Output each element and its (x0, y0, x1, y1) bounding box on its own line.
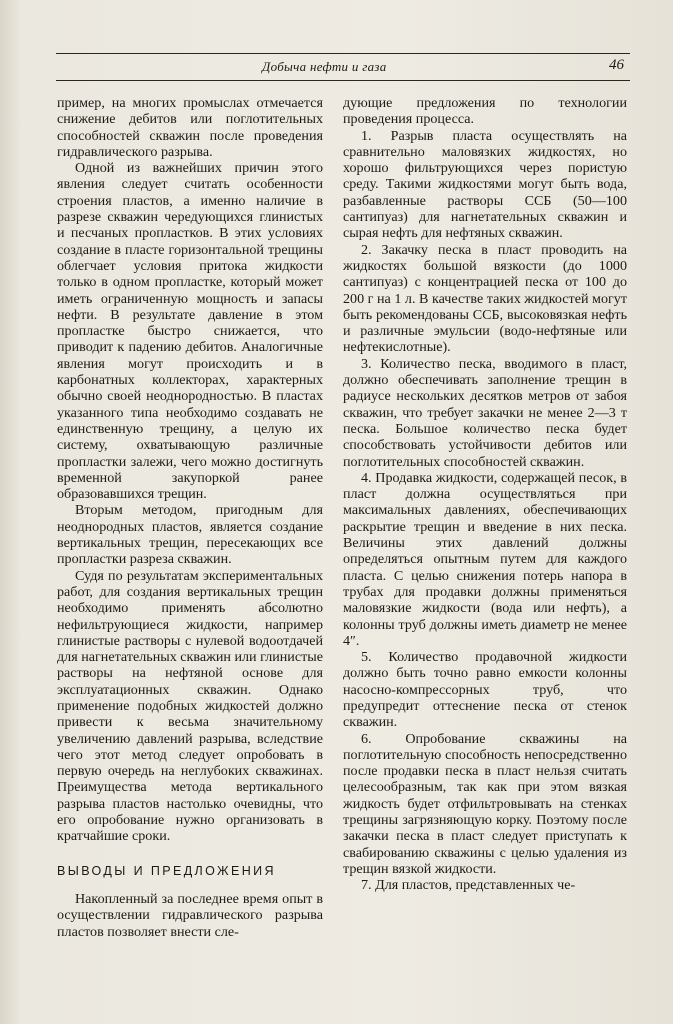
list-item: 6. Опробование скважины на поглотительную способность непосредственно после продавки песка в пласт нельзя считать целесообразным, так как при этом вязкая жидкость будет отфильтровывать на стенках трещины загрязняющую корку. Поэтому после закачки песка в пласт следует приступать к свабированию скважины с целью удаления из трещин вязкой жидкости. (343, 730, 627, 877)
right-column (343, 95, 627, 894)
page-number: 46 (609, 57, 624, 73)
paragraph: дующие предложения по технологии проведения процесса. (343, 95, 627, 128)
section-heading: ВЫВОДЫ И ПРЕДЛОЖЕНИЯ (57, 863, 276, 878)
left-column (57, 95, 323, 940)
paragraph: Одной из важнейших причин этого явления следует считать особенности строения пластов, а именно наличие в разрезе скважин чередующихся глинистых и песчаных пропластков. В этих условиях создание в пласте горизонтальной трещины облегчает условия притока жидкости только в одном пропластке, который может иметь ограниченную мощность и запасы нефти. В результате давление в этом пропластке быстро снижается, что приводит к падению дебитов. Аналогичные явления могут происходить и в карбонатных коллекторах, характерных обычно своей неоднородностью. В пластах указанного типа необходимо создавать не единственную трещину, а целую их систему, охватывающую различные пропластки залежи, чего можно достигнуть временной закупоркой ранее образовавшихся трещин. (57, 160, 323, 503)
list-item: 7. Для пластов, представленных че- (361, 877, 576, 894)
paragraph: Накопленный за последнее время опыт в осуществлении гидравлического разрыва пластов позволяет внести сле- (57, 890, 323, 940)
list-item: 4. Продавка жидкости, содержащей песок, в пласт должна осуществляться при максимальных давлениях, обеспечивающих раскрытие трещин и введение в них песка. Величины этих давлений должны определяться опытным путем для каждого пласта. С целью снижения потерь напора в трубах для продавки должны применяться маловязкие жидкости (вода или нефть), а колонны труб должны иметь диаметр не менее 4″. (343, 469, 627, 649)
paragraph: Вторым методом, пригодным для неоднородных пластов, является создание вертикальных трещин, пересекающих все пропластки разреза скважин. (57, 502, 323, 568)
running-title: Добыча нефти и газа (262, 59, 387, 74)
list-item: 3. Количество песка, вводимого в пласт, должно обеспечивать заполнение трещин в радиусе нескольких десятков метров от забоя скважин, что требует закачки не менее 2—3 т песка. Большое количество песка будет способствовать устойчивости дебитов или поглотительных способностей скважин. (343, 355, 627, 470)
paragraph: Судя по результатам экспериментальных работ, для создания вертикальных трещин необходимо применять абсолютно нефильтрующиеся жидкости, например глинистые растворы с нулевой водоотдачей для нагнетательных скважин или глинистые растворы на нефтяной основе для эксплуатационных скважин. Однако применение подобных жидкостей должно привести к весьма значительному увеличению давлений разрыва, вследствие чего этот метод следует опробовать в первую очередь на неглубоких скважинах. Преимущества метода вертикального разрыва пластов настолько очевидны, что его опробование нужно организовать в кратчайшие сроки. (57, 567, 323, 845)
list-item: 2. Закачку песка в пласт проводить на жидкостях большой вязкости (до 1000 сантипуаз) с концентрацией песка от 100 до 200 г на 1 л. В качестве таких жидкостей могут быть рекомендованы ССБ, высоковязкая нефть и различные эмульсии (водо-нефтяные или нефтекислотные). (343, 241, 627, 356)
list-item: 5. Количество продавочной жидкости должно быть точно равно емкости колонны насосно-компрессорных труб, что предупредит оттеснение песка от стенок скважин. (343, 649, 627, 731)
paragraph: пример, на многих промыслах отмечается снижение дебитов или поглотительных способностей скважин после проведения гидравлического разрыва. (57, 95, 323, 160)
list-item: 1. Разрыв пласта осуществлять на сравнительно маловязких жидкостях, но хорошо фильтрующихся через пористую среду. Такими жидкостями могут быть вода, разбавленные растворы ССБ (50—100 сантипуаз) для нагнетательных скважин и сырая нефть для нефтяных скважин. (343, 127, 627, 242)
running-header (56, 53, 630, 81)
